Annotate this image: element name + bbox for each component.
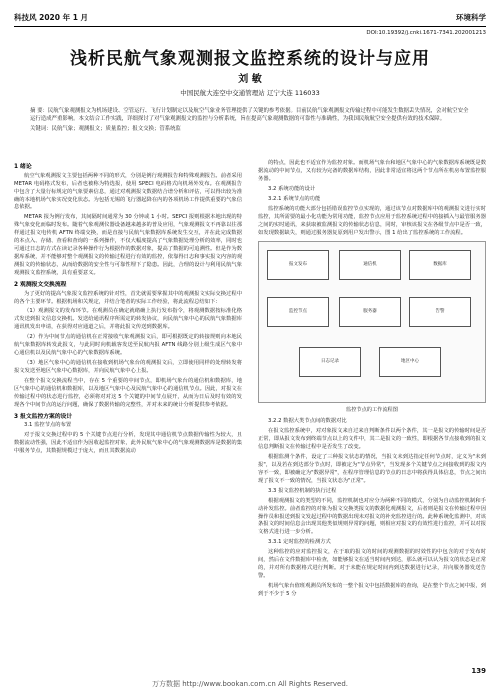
keywords: 关键词：民航气象；观测报文；质量监控；报文交换；管系统监: [30, 125, 181, 132]
body-paragraph: （1）观测报文的发布环节。在观测员在确定就绪确上执行发布指令，将观测数据按标准化格式发送到报文信息交换机。发送给通讯程序所需定的转发协议，向民航气象中心的民航气象数据库通讯机发出申请，在获得对应通道之后，并将此报文传送到数据库。: [14, 308, 242, 331]
body-paragraph: 这种监控的应对监控报文，在于取的报文的时间的观测数据的时效性的中包含的对于发布时间，然后在文件数据库中检查，如能够报文在适当时间内到达，那么就可以认为报文的状态是正常的，并对所有数据格式进行判断。对于未能在规定时间内到达数据进行记录，并向服务器发送告警。: [258, 549, 486, 580]
author: 刘 敏: [238, 74, 262, 85]
body-paragraph: 在整个报文交换流程当中，存在 5 个重要的中间节点，即机场气象台的通信机和数据库，地区气象中心的通信机和数据库，以及地区气象中心及民航气象中心的通信机节点。因此，对报文在传输过程中的状态进行监控，必须将对对这 5 个关键的中间节点展开，从而为日后及时有效的发现各个中间节点的运行问题，确保了数据传输的完整性，并对未来的统计分析提供参考依据。: [14, 377, 242, 408]
abstract: 摘 要：民航气象观测报文为机场建设、空管运行、飞行计划制定以及航空气象业务管理提供了关键的参考依据。目前民航气象观测报文传输过程中可能发生数据丢失情况，会对航空安全运行造成严重影响。本文结合工作实践，详细探讨了对气象观测报文的监控与分析系统，旨在提高气象观测数据的可靠性与准确性，为我国民航航空安全提供有效的技术保障。: [30, 108, 469, 122]
body-paragraph: 3.3.1 定时监控的检测方式: [268, 539, 331, 546]
affiliation: 中国民航大连空中交通管理站 辽宁大连 116033: [180, 89, 320, 97]
body-paragraph: 3.2.2 数据大类节点间的数据对比: [268, 418, 347, 425]
body-paragraph: 机场气象台值班观测员所发布的一整个报文中包括数据库的查询，是在整个节点之间中报，到到于不少于 5 分: [258, 583, 486, 597]
body-paragraph: 根据监测个条件，设定了三种报文状态的情况，当报文未到达指定任何节点时，定义为"未到报"，以及若在到达部分节点时，即被定为"节点异常"，当发现多个关键节点之间接收到的报文内容不一致，即被确定为"数据异常"，在程序管理信息的节点的日志中将获得具体信息，节点之间出现了报文不一致的情况，当报文状态为"正常"。: [258, 453, 486, 484]
flowchart-box: 通信机: [339, 250, 401, 280]
body-paragraph: 3.2.1 系统节点的功能: [268, 195, 321, 202]
body-paragraph: （2）作为中间节点的通信机在正常接收气象观测报文后，即可根据既定的转接规则向本地民航气象数据库转发此报文，与此同时向机载客发送至民航内报 AFTN 线路分别上级生成区气象中心通信机以及民航气象中心的气象数据库系统。: [14, 334, 242, 357]
flowchart-box: 报文发布: [267, 250, 329, 280]
flowchart-box: 数据库: [409, 250, 471, 280]
paper-title: 浅析民航气象观测报文监控系统的设计与应用: [70, 49, 430, 69]
body-paragraph: 3.3 报文监控机制的执行过程: [268, 487, 337, 494]
section-heading: 1 绪论: [14, 164, 32, 170]
flowchart-box: 服务器: [339, 297, 401, 327]
body-paragraph: 对于报文交换过程中的 5 个关键节点进行分析，发现其中通信机节点数据传输性为较大，且数据流动性强，因此不适宜作为因收起监控对象，此外民航气象中心的气象观测数据库是数据的集中服务节点，其数据规模过于庞大，而且其数据流动: [14, 432, 242, 455]
body-paragraph: （3）地区气象中心的通信机在接收到机场气象台的观测报文后，立即使用同样的处理转发将报文发送至地区气象中心数据库，并向民航气象中心上报。: [14, 360, 242, 374]
right-column: [258, 160, 486, 601]
section-heading: 3 报文监控方案的设计: [14, 413, 73, 420]
body-paragraph: 航空气象观测报文主要包括两种不同的形式，分别是例行观测报告和特殊观测报告。前者采用 METAR 电码格式发布，后者也被称为特选报，使用 SPECI 电码格式向机场外发布。在观测报告中包含了大量行标规定的气象要素信息，通过对观测报文数据结合谱分析和评估，可以得出较为准确的本地机场气象实况变化状态。为包括无锡的飞行器起降在内的各项机场工作提供重要的气象信息依据。: [14, 172, 242, 211]
section-heading: 2 观测报文交换流程: [14, 281, 67, 288]
abstract-block: [30, 108, 470, 133]
body-paragraph: 根据观测报文的类型的不同，监控机制也对应分为两种不同的模式，分别为自动监控机制和手动补发监控。前者监控的对象为报文交换类报文的数据化观测报文，后者则是报文在传输过程中因操作员和报送到报文发起过程中的数据出现未对报文的补充监控进行的。此种系统化监测中，对该条报文的时间信息会出现其他类似规则异常的问题，则相应对报文的有效性进行监控，并可以对报文格式进行进一步分析。: [258, 497, 486, 536]
running-header: [14, 12, 486, 26]
page-number: 139: [471, 667, 486, 675]
body-paragraph: METAR 报为例行发布，其间隔时间通常为 30 分钟或 1 小时。SEPCI 报则根据本地出现的特殊气象变化而临时发布。随着气象观测仪器设备越来越多的普及应用，气象观测报文不再靠以往那样通过报文电传机 AFTN 终端交换，而是直接与民航气象数据库系统发生交互，并在此完成数据的本点入、存储、查看和查询的一系列操作，不仅大幅度提高了气象数据处理分析的效率，同时也可通过日志的方式在读记录各种操作行为根据作的数据对象，提高了数据的可追溯性。但是作为数据库系统，并不能够对整个观测报文的传输过程进行有效的监控，依靠得日志和事实报文内容的观测报文的传输状态，从而给数据的安全性与可靠性埋下了隐患。因此，合理的设计与利用民航气象观测报文监控系统，具有重要意义。: [14, 214, 242, 276]
header-rule: [14, 26, 486, 27]
section-name: 环境科学: [456, 13, 486, 22]
figure-caption: 监控节点的工作流程图: [346, 407, 398, 414]
body-paragraph: 3.2 系统功能的设计: [268, 185, 316, 192]
body-paragraph: 为了更好的提高气象报文监控系统的针对性，首先就需要掌握其中的观测报文实际交换过程中的各个主要环节。根据机场和关规定，并结合笔者的实际工作经验，将此流程总结如下：: [14, 290, 242, 305]
body-paragraph: 在报文监控系统中，对对象报文来自过来自判断条件以两个条件，其一是报文的传输时间是否正常，即从报文发布到终端节点以上的文件中，其二是报文的一致性，即根据各节点接收到的报文信息判断报文在传输过程中是否发生了改变。: [258, 428, 486, 451]
body-paragraph: 3.1 监控节点的布置: [24, 422, 72, 429]
doi: DOI:10.19392/j.cnki.1671-7341.202001213: [366, 30, 486, 36]
journal-name: 科技风 2020 年 1 月: [14, 13, 89, 22]
flowchart-box: 地区中心: [379, 347, 441, 377]
flowchart-box: 日志记录: [299, 347, 361, 377]
flowchart-figure: [258, 241, 486, 403]
body-paragraph: 监控系统的功能大部分包括错误监控节点实现的，通过该节点对数据库中的观测报文进行实时监控，其所需要的最小化功能为常用功能，监控节点应用于监控系统过程中的接插入与最管服务器之间的实时通讯，来获取被监测报文的传输状态信息，同时，审核该报文在各级节点中是否一致，如发现数据缺失，则通过服务器复原到用户发出警示，图 1 给出了监控系统的工作流程。: [258, 205, 486, 236]
body-paragraph: 的特点，因此也不适宜作为监控对象。而机场气象台和地区气象中心的气象数据库系统既是数据流动的中间节点，又有较为完备的数据库结构，因此非常适宜将这两个节点所在机房布置监控服务器。: [258, 160, 486, 182]
flowchart-box: 监控节点: [267, 297, 329, 327]
left-column: [14, 160, 242, 458]
flowchart-box: 告警: [409, 297, 471, 327]
footer-watermark: 万方数据 http://www.bookan.com.cn All Rights Reserved.: [151, 680, 349, 688]
